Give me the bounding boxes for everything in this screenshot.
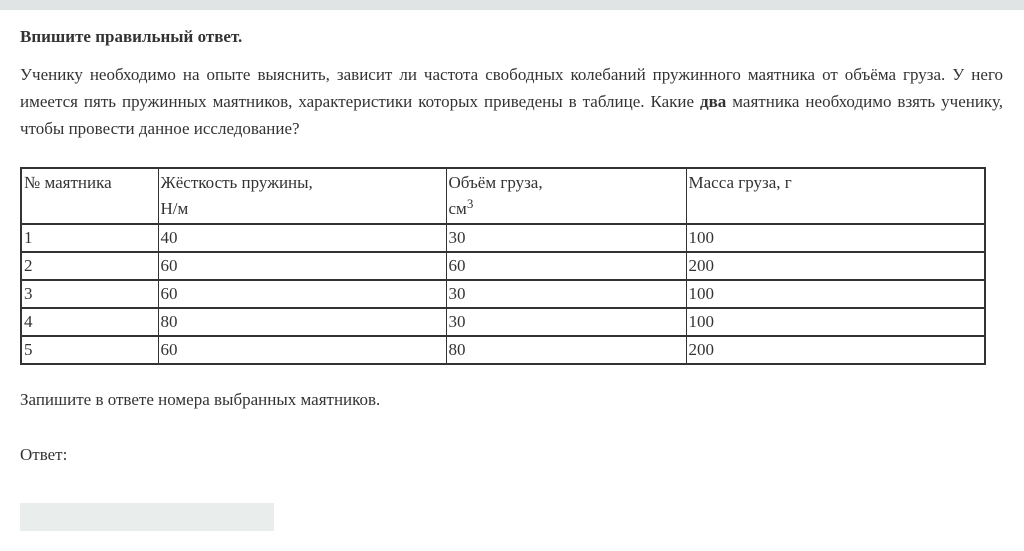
cell-stiffness: 60	[158, 336, 446, 364]
column-header-mass-label: Масса груза, г	[688, 173, 792, 192]
cell-volume: 30	[446, 308, 686, 336]
cell-mass: 100	[686, 224, 985, 252]
question-text	[20, 61, 1003, 142]
answer-input[interactable]	[20, 503, 274, 531]
question-text-part1: Ученику необходимо на опыте выяснить, зависит ли частота свободных колебаний пружинного маятника от объёма груза. У него имеется пять пружинных маятников, характеристики которых приведены в таблице. Какие	[20, 65, 1003, 111]
column-header-volume-line2	[449, 196, 684, 222]
column-header-stiffness-line2: Н/м	[160, 199, 189, 218]
table-header-row	[21, 168, 985, 224]
cell-number: 3	[21, 280, 158, 308]
volume-unit-superscript: 3	[466, 196, 474, 211]
cell-volume: 30	[446, 280, 686, 308]
cell-number: 1	[21, 224, 158, 252]
top-bar	[0, 0, 1024, 10]
column-header-volume	[446, 168, 686, 224]
column-header-number	[21, 168, 158, 224]
column-header-volume-line1: Объём груза,	[448, 173, 543, 192]
cell-volume: 60	[446, 252, 686, 280]
answer-label: Ответ:	[20, 445, 68, 464]
column-header-number-label: № маятника	[24, 173, 112, 192]
column-header-stiffness	[158, 168, 446, 224]
cell-mass: 100	[686, 308, 985, 336]
cell-mass: 200	[686, 252, 985, 280]
cell-stiffness: 80	[158, 308, 446, 336]
table-row	[21, 280, 985, 308]
cell-mass: 100	[686, 280, 985, 308]
cell-volume: 30	[446, 224, 686, 252]
cell-number: 2	[21, 252, 158, 280]
cell-volume: 80	[446, 336, 686, 364]
pendulum-table	[20, 167, 986, 365]
question-text-part2: маятника необходимо взять ученику, чтобы провести данное исследование?	[20, 92, 1003, 138]
cell-number: 5	[21, 336, 158, 364]
question-text-bold: два	[700, 92, 727, 111]
table-row	[21, 336, 985, 364]
table-row	[21, 224, 985, 252]
volume-unit-base: см	[448, 199, 467, 218]
table-row	[21, 308, 985, 336]
cell-mass: 200	[686, 336, 985, 364]
cell-stiffness: 60	[158, 280, 446, 308]
question-title: Впишите правильный ответ.	[20, 27, 243, 46]
answer-instruction: Запишите в ответе номера выбранных маятников.	[20, 390, 381, 409]
table-row	[21, 252, 985, 280]
column-header-stiffness-line1: Жёсткость пружины,	[160, 173, 313, 192]
cell-stiffness: 60	[158, 252, 446, 280]
cell-stiffness: 40	[158, 224, 446, 252]
column-header-mass	[686, 168, 985, 224]
question-page	[0, 28, 1024, 531]
cell-number: 4	[21, 308, 158, 336]
